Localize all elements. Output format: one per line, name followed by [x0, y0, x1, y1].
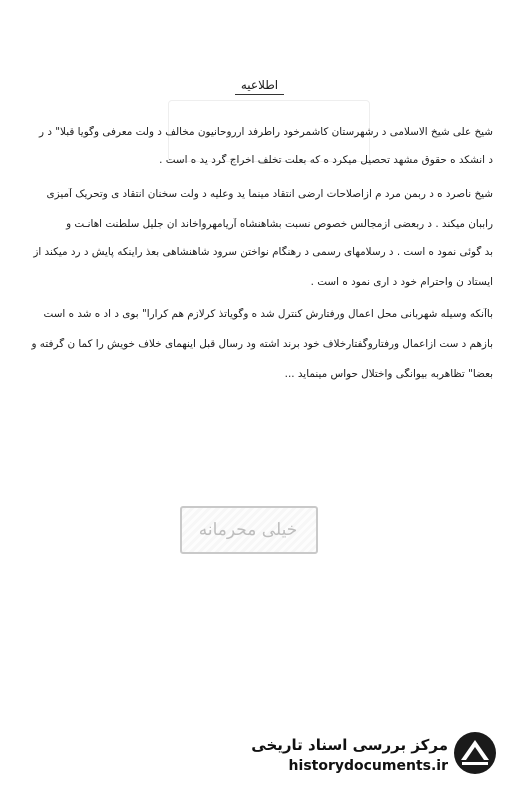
- body-line-9: بعضا" تظاهربه بیوانگی واختلال حواس مینماید ...: [284, 368, 493, 380]
- body-line-7: باآنکه وسیله شهربانی محل اعمال ورفتارش کنترل شد ه وگویاتذ کرلازم هم کرارا" بوی د اد ه شد ه است: [43, 308, 493, 320]
- classification-stamp-text: خیلی محرمانه: [198, 520, 298, 540]
- archive-website: historydocuments.ir: [288, 758, 448, 774]
- document-title-text: اطلاعیه: [235, 78, 284, 95]
- archive-name: مرکز بررسی اسناد تاریخی: [251, 736, 448, 754]
- body-line-1: شیخ علی شیخ الاسلامی د رشهرستان کاشمرخود راطرفد ارروحانیون مخالف د ولت معرفی وگویا قبلا" د ر: [39, 126, 493, 138]
- body-line-3: شیخ ناصرد ه د ربمن مرد م ازاصلاحات ارضی انتقاد مینما ید وعلیه د ولت سخنان انتقاد ی وتحریک آمیزی: [46, 188, 493, 200]
- body-line-5: بد گوئی نمود ه است . د رسلامهای رسمی د رهنگام نواختن سرود شاهنشاهی بعذ راینکه پایش د رد میکند از: [33, 246, 493, 258]
- classification-stamp: [180, 506, 318, 554]
- document-title: [0, 78, 519, 92]
- body-line-8: بازهم د ست ازاعمال ورفتاروگفتارخلاف خود برند اشته ود رسال قبل اینهمای خلاف خویش را کما ن گرفته و: [31, 338, 493, 350]
- archive-logo-icon: [452, 730, 498, 776]
- archive-watermark: [232, 724, 502, 780]
- body-line-6: ایستاد ن واحترام خود د اری نمود ه است .: [310, 276, 493, 288]
- body-line-2: د انشکد ه حقوق مشهد تحصیل میکرد ه که بعلت تخلف اخراج گرد ید ه است .: [159, 154, 493, 166]
- body-line-4: راببان میکند . د ربعضی ازمجالس خصوص نسبت بشاهنشاه آریامهرواخاند ان جلیل سلطنت اهانـت و: [66, 218, 493, 230]
